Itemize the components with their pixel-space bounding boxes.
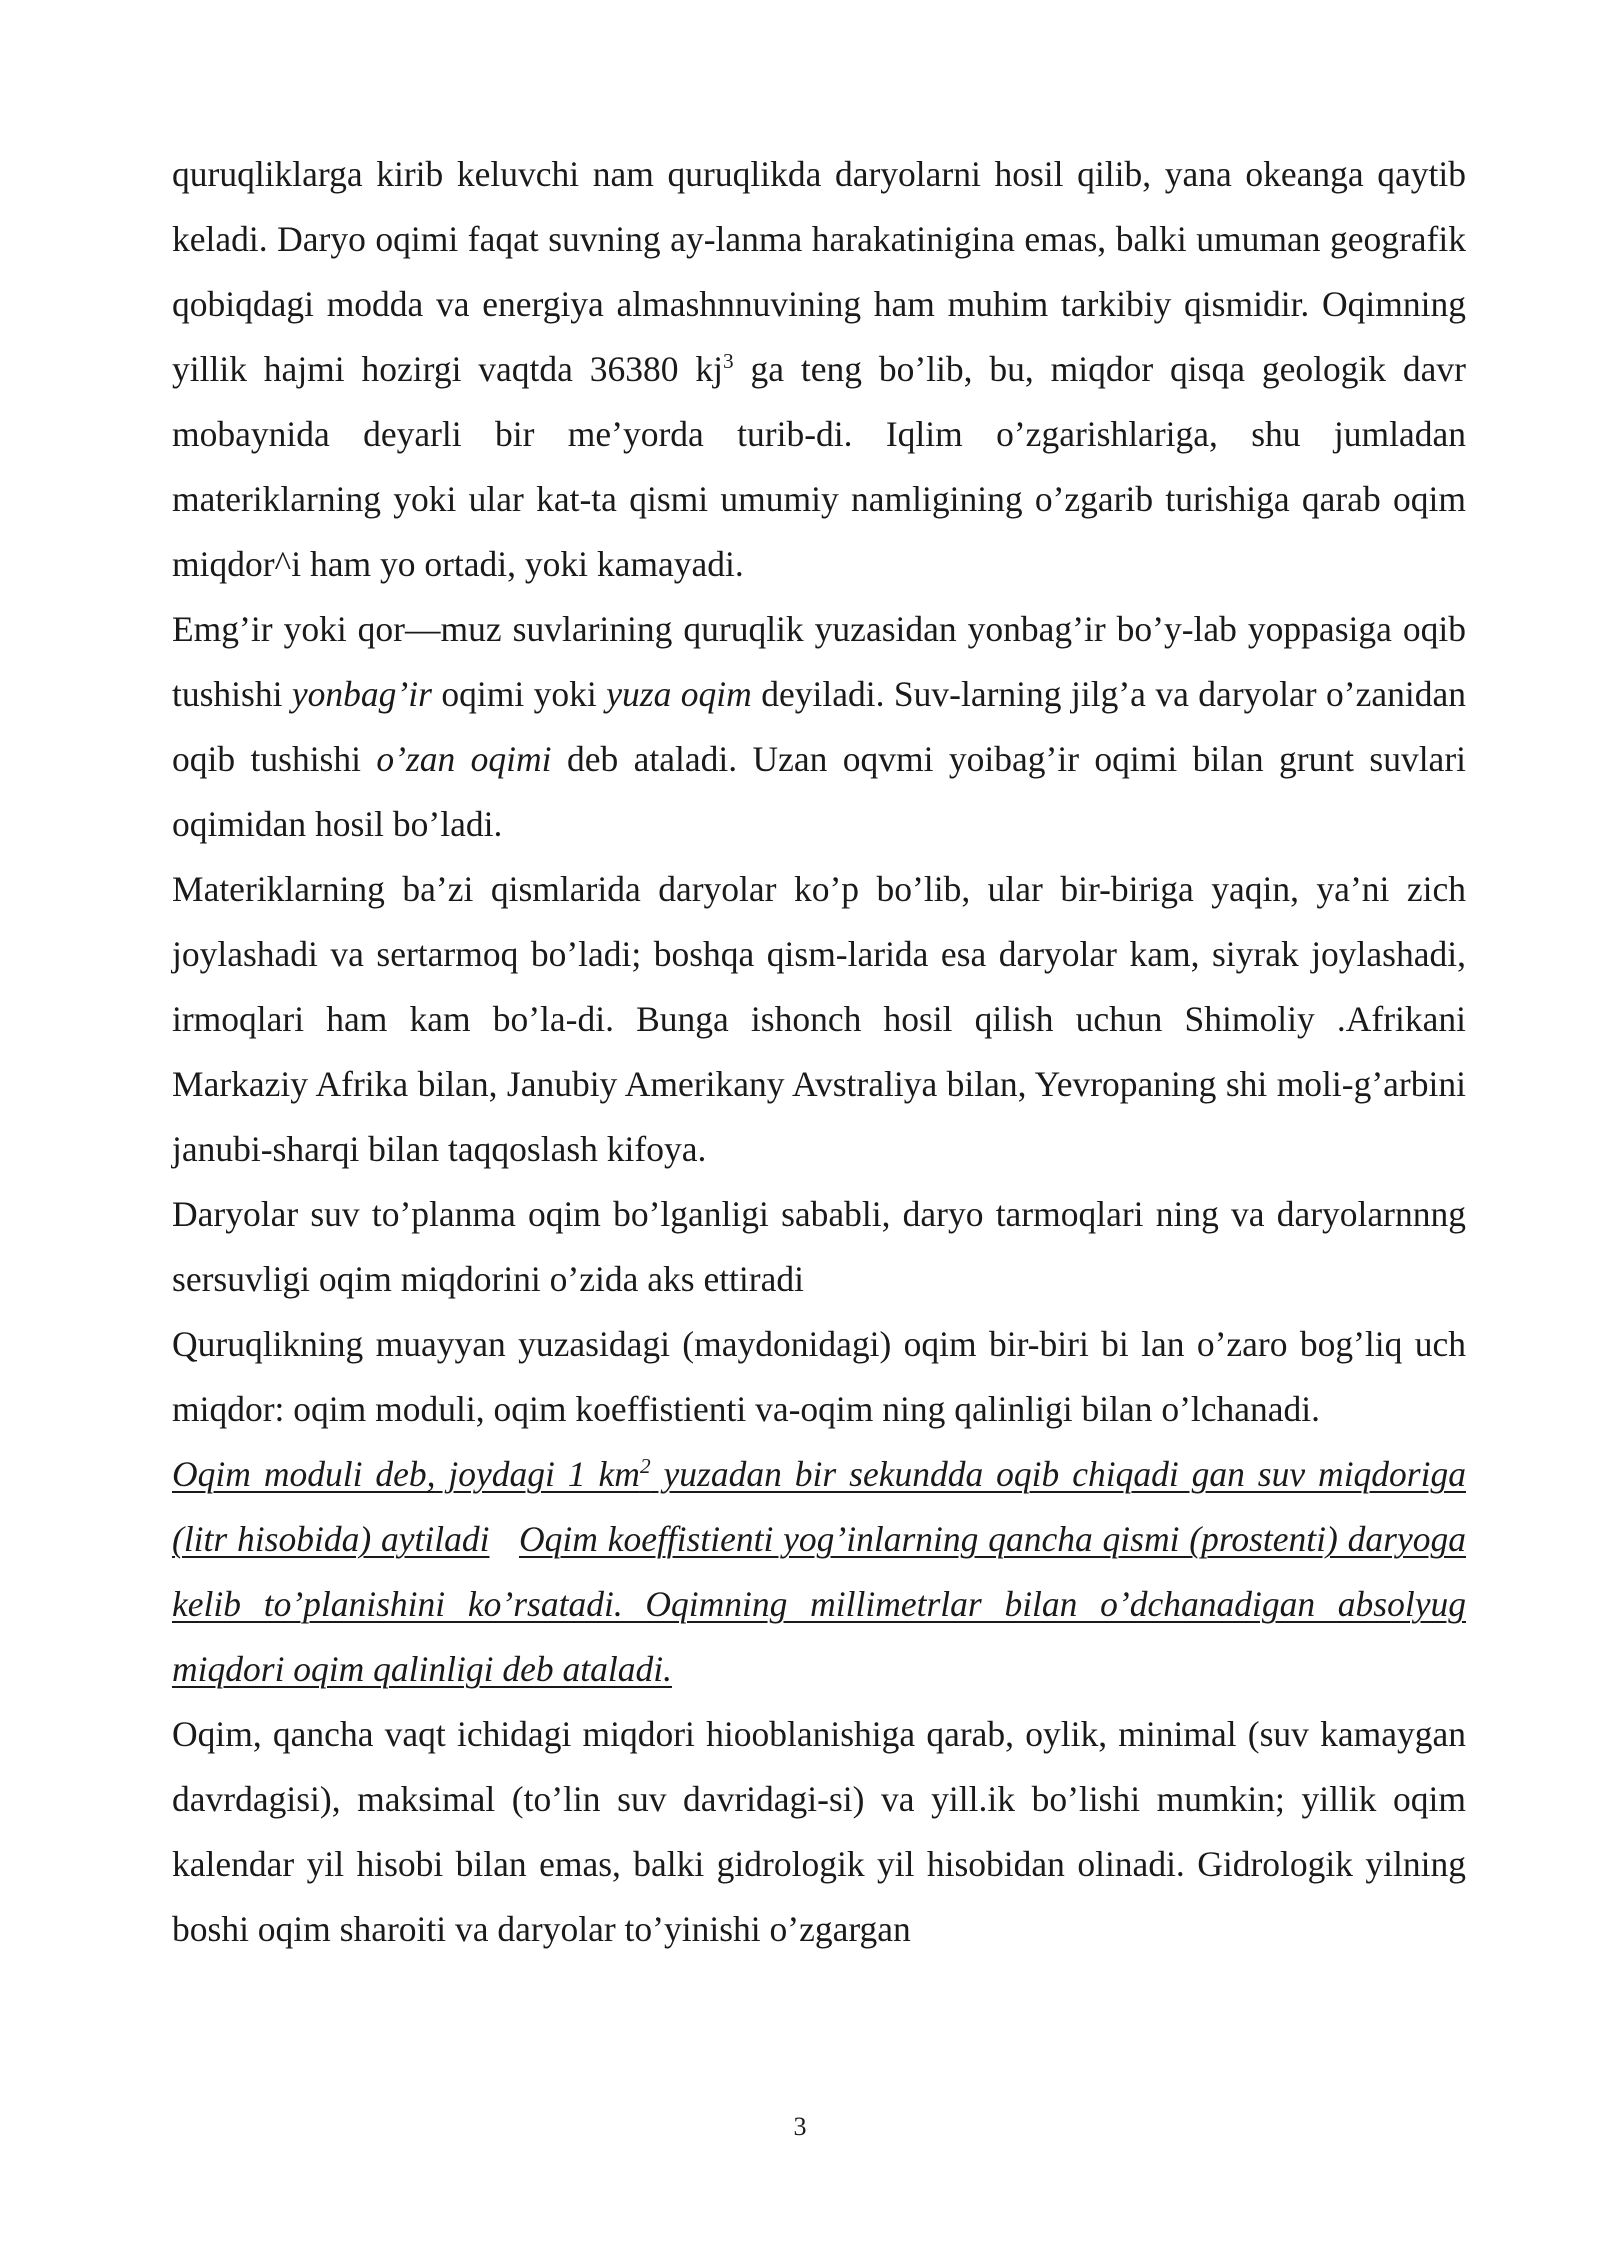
text-run: ga teng bo’lib, bu, miqdor qisqa geologik davr mobaynida deyarli bir me’yorda turib-di. Iqlim o’zgarishlariga, shu jumladan materiklarning yoki ular kat-ta qismi umumiy namligining o’zgarib turishiga qarab oqim miqdor^i ham yo ortadi, yoki kamayadi. xyxy=(172,349,1466,584)
paragraph-runoff-volume xyxy=(172,142,1466,597)
definition-runoff-coefficient: Oqim koeffistienti yog’inlarning qancha qismi (prostenti) daryoga kelib to’planishini ko’rsatadi. Oqimning millimetrlar bilan o’dchanadigan absolyug miqdori oqim qalinligi deb ataladi. xyxy=(172,1519,1467,1689)
paragraph-definitions xyxy=(172,1442,1466,1702)
term-surface-runoff: yuza oqim xyxy=(606,674,752,714)
paragraph-runoff-periods: Oqim, qancha vaqt ichidagi miqdori hiooblanishiga qarab, oylik, minimal (suv kamaygan davrdagisi), maksimal (to’lin suv davridagi-si) va yill.ik bo’lishi mumkin; yillik oqim kalendar yil hisobi bilan emas, balki gidrologik yil hisobidan olinadi. Gidrologik yilning boshi oqim sharoiti va daryolar to’yinishi o’zgargan xyxy=(172,1714,1466,1949)
text-run: yuzadan bir sekundda oqib chiqadi gan suv miqdoriga (litr hisobida) aytiladi xyxy=(172,1454,1466,1559)
paragraph-river-network: Daryolar suv to’planma oqim bo’lganligi sababli, daryo tarmoqlari ning va daryolarnnng sersuvligi oqim miqdorini o’zida aks ettiradi xyxy=(172,1194,1466,1299)
text-run: deyiladi. Suv-larning jilg’a va daryolar o’zanidan oqib tushishi xyxy=(172,674,1466,779)
term-slope: yonbag’ir xyxy=(291,674,432,714)
text-run: Oqim moduli deb, joydagi 1 km xyxy=(172,1454,640,1494)
page-number: 3 xyxy=(793,2112,807,2141)
superscript-exponent: 3 xyxy=(723,349,734,374)
paragraph-river-density: Materiklarning ba’zi qismlarida daryolar ko’p bo’lib, ular bir-biriga yaqin, ya’ni zich joylashadi va sertarmoq bo’ladi; boshqa qism-larida esa daryolar kam, siyrak joylashadi, irmoqlari ham kam bo’la-di. Bunga ishonch hosil qilish uchun Shimoliy .Afrikani Markaziy Afrika bilan, Janubiy Amerikany Avstraliya bilan, Yevropaning shi moli-g’arbini janubi-sharqi bilan taqqoslash kifoya. xyxy=(172,869,1466,1169)
text-run: quruqliklarga kirib keluvchi nam quruqlikda daryolarni hosil qilib, yana okeanga qaytib keladi. Daryo oqimi faqat suvning ay-lanma harakatinigina emas, balki umuman geografik qobiqdagi modda va energiya almashnnuvining ham muhim tarkibiy qismidir. Oqimning yillik hajmi hozirgi vaqtda 36380 kj xyxy=(172,154,1466,389)
paragraph-slope-runoff xyxy=(172,597,1466,857)
paragraph-runoff-measures: Quruqlikning muayyan yuzasidagi (maydonidagi) oqim bir-biri bi lan o’zaro bog’liq uch miqdor: oqim moduli, oqim koeffistienti va-oqim ning qalinligi bilan o’lchanadi. xyxy=(172,1324,1466,1429)
text-run: oqimi yoki xyxy=(431,674,607,714)
superscript-exponent: 2 xyxy=(639,1454,651,1479)
text-run: Emg’ir yoki qor—muz suvlarining quruqlik yuzasidan yonbag’ir bo’y-lab yoppasiga oqib tushishi xyxy=(172,609,1466,714)
term-channel-runoff: o’zan oqimi xyxy=(376,739,552,779)
body-text xyxy=(172,142,1466,1962)
text-run: deb ataladi. Uzan oqvmi yoibag’ir oqimi bilan grunt suvlari oqimidan hosil bo’ladi. xyxy=(172,739,1467,844)
